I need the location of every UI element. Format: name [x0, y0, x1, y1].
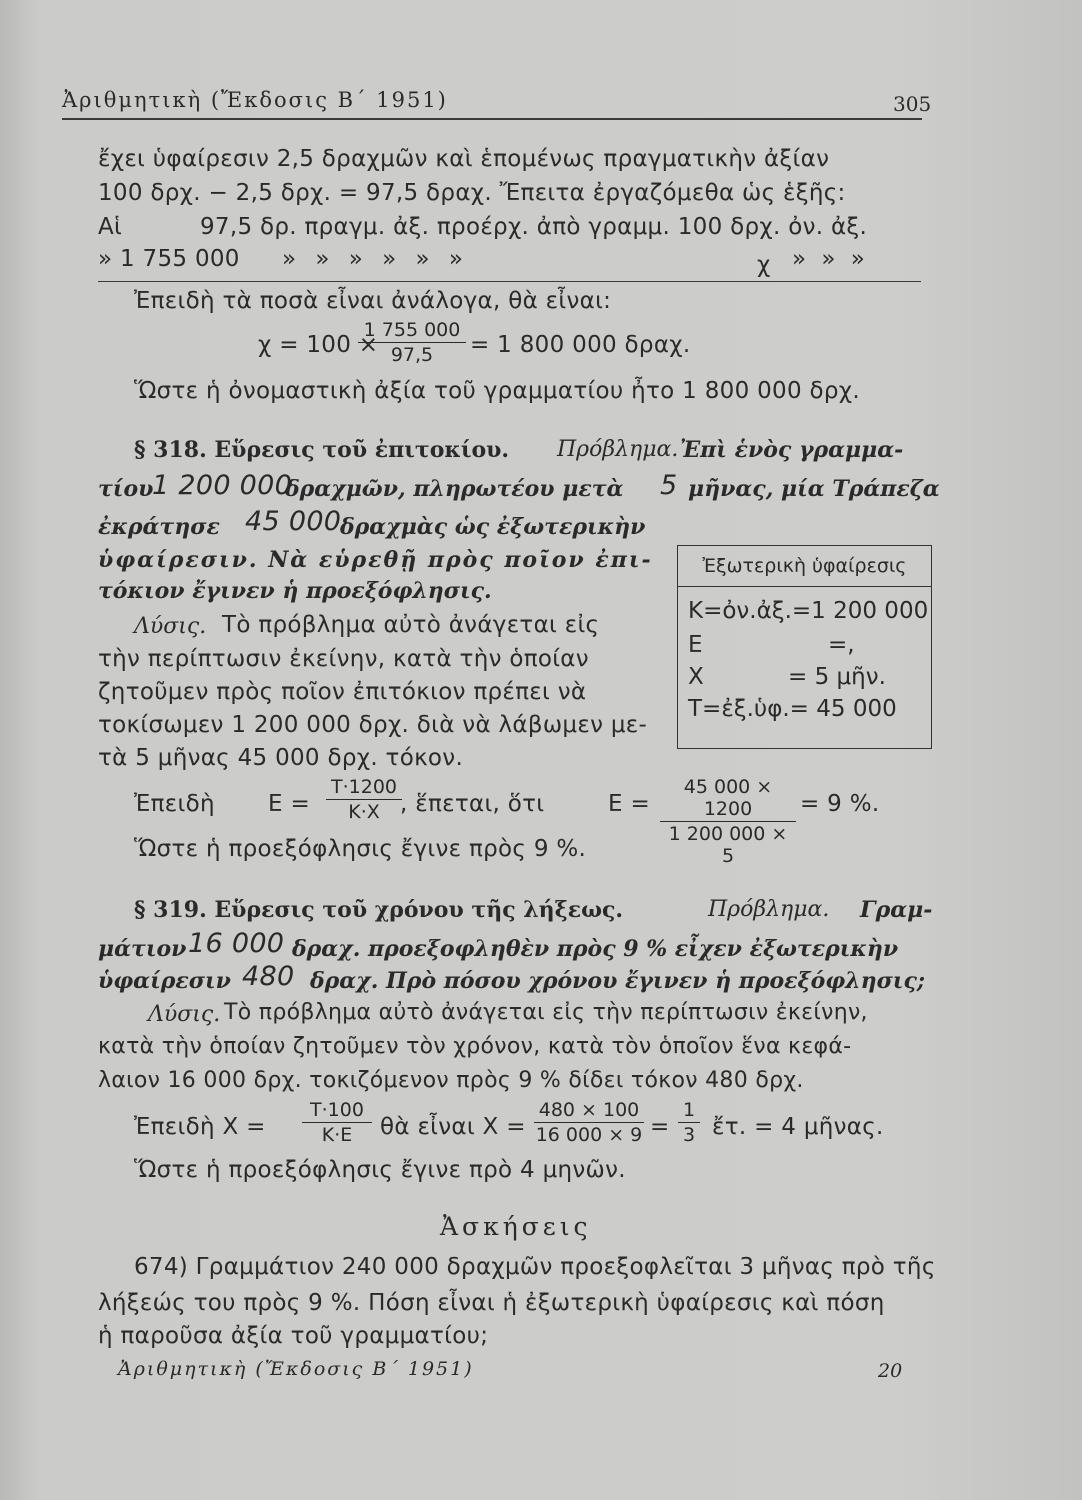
page-number: 305 — [893, 92, 932, 116]
running-header: Ἀριθμητικὴ (Ἔκδοσις Β΄ 1951) — [62, 88, 448, 112]
numerator: 1 — [678, 1099, 700, 1123]
text-line: Ὥστε ἡ προεξόφλησις ἔγινε πρὸς 9 %. — [134, 836, 587, 862]
proportion-row: 97,5 δρ. πραγμ. ἀξ. προέρχ. ἀπὸ γραμμ. 100 δρχ. ὀν. ἀξ. — [200, 214, 868, 240]
text-line: Ἐπειδὴ τὰ ποσὰ εἶναι ἀνάλογα, θὰ εἶναι: — [134, 288, 612, 314]
denominator: 1 200 000 × 5 — [668, 823, 788, 867]
section-title: § 319. Εὕρεσις τοῦ χρόνου τῆς λήξεως. — [134, 897, 624, 923]
box-row-value: = 5 μῆν. — [788, 664, 886, 690]
box-row-label: Ε — [688, 632, 703, 658]
footer-title: Ἀριθμητικὴ (Ἔκδοσις Β΄ 1951) — [118, 1358, 474, 1380]
exercises-heading: Ἀσκήσεις — [440, 1212, 592, 1241]
text-line: ζητοῦμεν πρὸς ποῖον ἐπιτόκιον πρέπει νὰ — [98, 679, 587, 705]
formula-result: ἔτ. = 4 μῆνας. — [712, 1114, 884, 1140]
problem-text: δραχ. Πρὸ πόσου χρόνου ἔγινεν ἡ προεξόφλησις; — [310, 968, 925, 994]
formula-intro: Ἐπειδὴ Χ = — [134, 1114, 266, 1140]
problem-text: Γραμ- — [860, 897, 933, 923]
problem-amount: 480 — [242, 961, 295, 992]
box-row-label: Χ — [688, 664, 704, 690]
problem-text: τόκιον ἔγινεν ἡ προεξόφλησις. — [98, 578, 492, 604]
numerator: Τ·100 — [302, 1099, 372, 1123]
problem-text: μῆνας, μία Τράπεζα — [688, 476, 940, 502]
solution-label: Λύσις. — [148, 1002, 221, 1027]
problem-text: τίου — [98, 476, 154, 502]
denominator: Κ·Χ — [348, 801, 380, 823]
formula-result: = 9 %. — [800, 791, 880, 817]
fraction — [678, 1099, 700, 1146]
equation-right: = 1 800 000 δραχ. — [470, 332, 691, 358]
text-line: Τὸ πρόβλημα αὐτὸ ἀνάγεται εἰς τὴν περίπτωσιν ἐκείνην, — [224, 1000, 868, 1025]
problem-text: δραχμῶν, πληρωτέου μετὰ — [285, 476, 624, 502]
solution-label: Λύσις. — [134, 614, 207, 639]
denominator: 3 — [682, 1124, 696, 1146]
problem-text: ὑφαίρεσιν. Νὰ εὑρεθῇ πρὸς ποῖον ἐπι- — [98, 547, 653, 573]
proportion-row-label: Αἱ — [98, 214, 123, 240]
denominator: 16 000 × 9 — [535, 1124, 643, 1146]
exercise-line: ἡ παροῦσα ἀξία τοῦ γραμματίου; — [98, 1323, 489, 1349]
unknown-x: χ — [757, 252, 771, 278]
equation-left: χ = 100 × — [258, 332, 379, 358]
box-row: Κ=ὀν.ἀξ.=1 200 000 — [688, 598, 929, 624]
problem-text: ἐκράτησε — [98, 514, 220, 540]
header-rule — [62, 118, 922, 120]
numerator: 45 000 × 1200 — [660, 776, 796, 822]
proportion-row-label: » 1 755 000 — [98, 246, 240, 272]
box-row: Τ=ἐξ.ὑφ.= 45 000 — [688, 696, 897, 722]
fraction — [302, 1099, 372, 1146]
fraction — [326, 776, 402, 823]
problem-text: δραχμὰς ὡς ἐξωτερικὴν — [340, 514, 646, 540]
box-heading: Ἐξωτερικὴ ὑφαίρεσις — [678, 546, 931, 587]
problem-label: Πρόβλημα. — [708, 897, 830, 922]
numerator: 480 × 100 — [534, 1099, 644, 1123]
section-title: § 318. Εὕρεσις τοῦ ἐπιτοκίου. — [134, 437, 510, 463]
box-row-value: =, — [828, 632, 855, 658]
problem-text: Ἐπὶ ἑνὸς γραμμα- — [680, 437, 904, 463]
text-line: Ὥστε ἡ προεξόφλησις ἔγινε πρὸ 4 μηνῶν. — [134, 1157, 626, 1183]
table-rule — [98, 281, 921, 282]
formula-lhs: Ε = — [268, 791, 311, 817]
sheet-number: 20 — [878, 1360, 903, 1382]
numerator: Τ·1200 — [326, 776, 402, 800]
problem-amount: 5 — [660, 470, 678, 501]
denominator: 97,5 — [390, 344, 434, 366]
numerator: 1 755 000 — [358, 319, 466, 343]
text-line: τὴν περίπτωσιν ἐκείνην, κατὰ τὴν ὁποίαν — [98, 646, 589, 672]
formula-text: , ἕπεται, ὅτι — [400, 791, 545, 817]
text-line: κατὰ τὴν ὁποίαν ζητοῦμεν τὸν χρόνον, κατὰ τὸν ὁποῖον ἕνα κεφά- — [98, 1034, 852, 1059]
formula-intro: Ἐπειδὴ — [134, 791, 215, 817]
formula-lhs: Ε = — [608, 791, 651, 817]
ditto-marks: » » » — [792, 246, 869, 272]
problem-label: Πρόβλημα. — [557, 437, 679, 462]
problem-amount: 45 000 — [245, 506, 342, 537]
problem-text: ὑφαίρεσιν — [98, 968, 231, 994]
exercise-line: 674) Γραμμάτιον 240 000 δραχμῶν προεξοφλεῖται 3 μῆνας πρὸ τῆς — [134, 1254, 936, 1280]
text-line: 100 δρχ. − 2,5 δρχ. = 97,5 δραχ. Ἔπειτα ἐργαζόμεθα ὡς ἑξῆς: — [98, 180, 846, 206]
fraction — [534, 1099, 644, 1146]
text-line: Τὸ πρόβλημα αὐτὸ ἀνάγεται εἰς — [222, 612, 600, 638]
external-discount-box — [677, 545, 932, 749]
text-line: Ὥστε ἡ ὀνομαστικὴ ἀξία τοῦ γραμματίου ἦτο 1 800 000 δρχ. — [134, 378, 860, 404]
problem-amount: 16 000 — [188, 928, 285, 959]
text-line: ἔχει ὑφαίρεσιν 2,5 δραχμῶν καὶ ἑπομένως πραγματικὴν ἀξίαν — [98, 146, 830, 172]
problem-amount: 1 200 000 — [152, 470, 293, 501]
denominator: Κ·Ε — [321, 1124, 353, 1146]
fraction — [660, 776, 796, 867]
exercise-line: λήξεώς του πρὸς 9 %. Πόση εἶναι ἡ ἐξωτερικὴ ὑφαίρεσις καὶ πόση — [98, 1290, 885, 1316]
problem-text: δραχ. προεξοφληθὲν πρὸς 9 % εἶχεν ἐξωτερικὴν — [292, 936, 899, 962]
formula-text: θὰ εἶναι Χ = — [380, 1114, 526, 1140]
text-line: τὰ 5 μῆνας 45 000 δρχ. τόκον. — [98, 745, 464, 771]
fraction — [358, 319, 466, 366]
text-line: τοκίσωμεν 1 200 000 δρχ. διὰ νὰ λάβωμεν με- — [98, 712, 648, 738]
problem-text: μάτιον — [98, 936, 187, 962]
formula-equals: = — [650, 1114, 670, 1140]
text-line: λαιον 16 000 δρχ. τοκιζόμενον πρὸς 9 % δίδει τόκον 480 δρχ. — [98, 1068, 804, 1093]
ditto-marks: » » » » » » — [282, 246, 469, 272]
